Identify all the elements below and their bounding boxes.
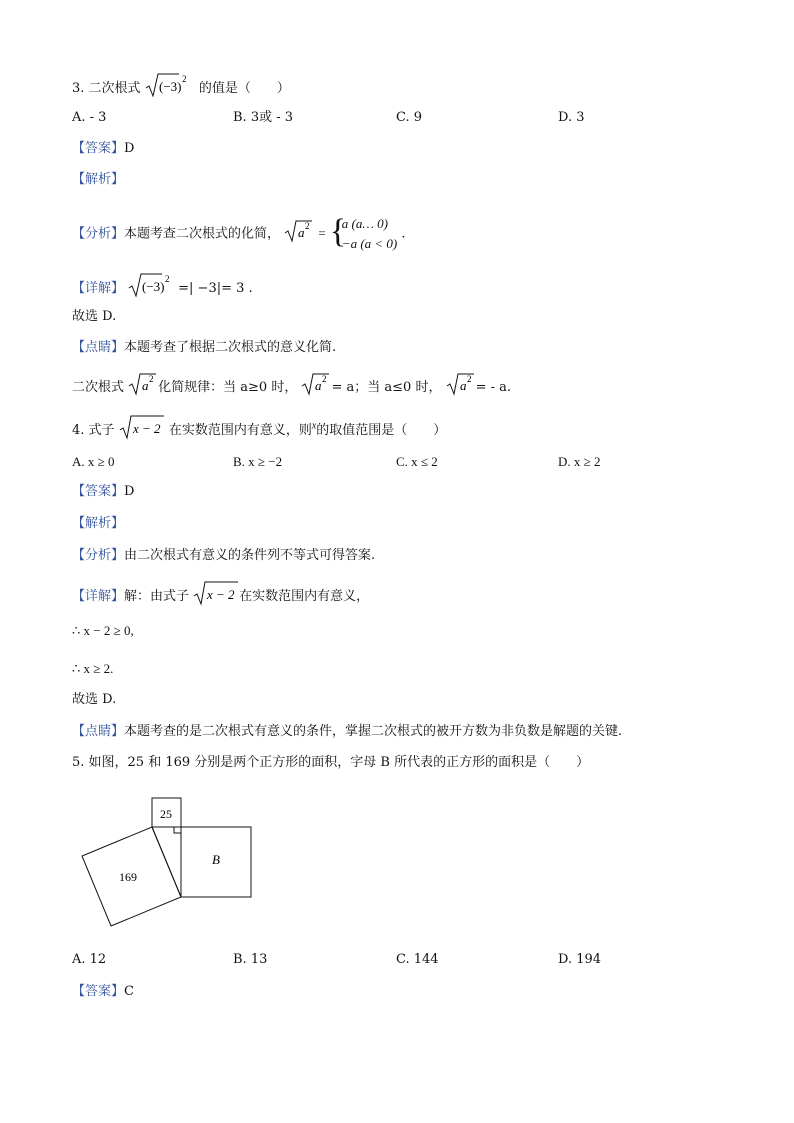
q3-xiangjie: 【详解】 (−3) 2 =| −3|= 3 . bbox=[72, 272, 253, 305]
q3-option-c: C. 9 bbox=[396, 110, 423, 125]
svg-text:2: 2 bbox=[466, 374, 472, 384]
svg-text:a: a bbox=[142, 378, 149, 393]
q5-stem: 5. 如图，25 和 169 分别是两个正方形的面积，字母 B 所代表的正方形的面积是（ ） bbox=[72, 755, 590, 770]
q4-option-d: D. x ≥ 2 bbox=[558, 454, 601, 469]
answer-tag: 【答案】 bbox=[72, 141, 125, 156]
q4-fenxi: 【分析】由二次根式有意义的条件列不等式可得答案. bbox=[72, 548, 376, 563]
sqrt-x-minus-2 bbox=[193, 580, 239, 613]
svg-text:a: a bbox=[315, 378, 322, 393]
q4-option-c: C. x ≤ 2 bbox=[396, 454, 438, 469]
q3-option-b: B. 3或 - 3 bbox=[233, 110, 294, 125]
squares-figure bbox=[70, 790, 270, 935]
q5-option-a: A. 12 bbox=[72, 952, 107, 967]
q3-stem: 3. 二次根式 (−3) 2 的值是（ ） bbox=[72, 72, 290, 105]
svg-text:2: 2 bbox=[165, 274, 170, 284]
q3-jiexi-heading: 【解析】 bbox=[72, 172, 125, 187]
q3-rule: 二次根式 a 2 化简规律：当 a≥0 时， a 2 = a；当 a≤0 时， a 2 = - a. bbox=[72, 372, 511, 403]
q4-xiangjie: 【详解】解：由式子 x − 2 在实数范围内有意义， bbox=[72, 580, 369, 613]
svg-text:2: 2 bbox=[149, 374, 154, 384]
q4-stem: 4. 式子 x − 2 在实数范围内有意义，则$^x$的取值范围是（ ） bbox=[72, 414, 446, 447]
sqrt-a-squared bbox=[446, 372, 476, 403]
q4-option-a: A. x ≥ 0 bbox=[72, 454, 115, 469]
svg-text:x − 2: x − 2 bbox=[207, 587, 235, 602]
q4-option-b: B. x ≥ −2 bbox=[233, 454, 283, 469]
q3-dianjing: 【点睛】本题考查了根据二次根式的意义化简. bbox=[72, 340, 337, 355]
q3-option-a: A. - 3 bbox=[72, 110, 107, 125]
right-angle-mark bbox=[174, 827, 181, 833]
q3-conclusion: 故选 D. bbox=[72, 309, 117, 324]
q4-jiexi-heading: 【解析】 bbox=[72, 516, 125, 531]
q5-answer: 【答案】C bbox=[72, 984, 134, 999]
q4-step2: ∴ x ≥ 2. bbox=[72, 661, 114, 676]
sqrt-a-squared bbox=[284, 219, 314, 250]
svg-text:a: a bbox=[459, 378, 467, 393]
q5-option-b: B. 13 bbox=[233, 952, 268, 967]
sqrt-a-squared bbox=[301, 372, 331, 403]
q4-step1: ∴ x − 2 ≥ 0, bbox=[72, 623, 134, 638]
square-b-label: B bbox=[212, 852, 220, 867]
sqrt-neg3-squared bbox=[145, 72, 195, 105]
svg-text:(−3): (−3) bbox=[158, 79, 182, 94]
q3-answer: 【答案】D bbox=[72, 141, 135, 156]
svg-text:a: a bbox=[298, 224, 305, 240]
svg-text:(−3): (−3) bbox=[142, 279, 165, 294]
q5-option-d: D. 194 bbox=[558, 952, 602, 967]
sqrt-neg3-squared bbox=[128, 272, 178, 305]
svg-text:2: 2 bbox=[305, 220, 310, 231]
svg-text:2: 2 bbox=[322, 374, 327, 384]
svg-text:x − 2: x − 2 bbox=[132, 421, 161, 436]
q4-answer: 【答案】D bbox=[72, 484, 135, 499]
small-square-label: 25 bbox=[160, 807, 172, 821]
q5-option-c: C. 144 bbox=[396, 952, 439, 967]
piecewise-cases: { a (a… 0) −a (a < 0) bbox=[329, 213, 398, 251]
large-square-label: 169 bbox=[119, 870, 137, 884]
q3-option-d: D. 3 bbox=[558, 110, 585, 125]
q4-conclusion: 故选 D. bbox=[72, 692, 117, 707]
svg-text:2: 2 bbox=[181, 74, 187, 84]
q3-fenxi: 【分析】本题考查二次根式的化简， a 2 = { a (a… 0) −a (a < 0) . bbox=[72, 214, 406, 254]
sqrt-a-squared bbox=[128, 372, 158, 403]
q4-dianjing: 【点睛】本题考查的是二次根式有意义的条件，掌握二次根式的被开方数为非负数是解题的关键. bbox=[72, 724, 623, 739]
sqrt-x-minus-2 bbox=[119, 414, 165, 447]
